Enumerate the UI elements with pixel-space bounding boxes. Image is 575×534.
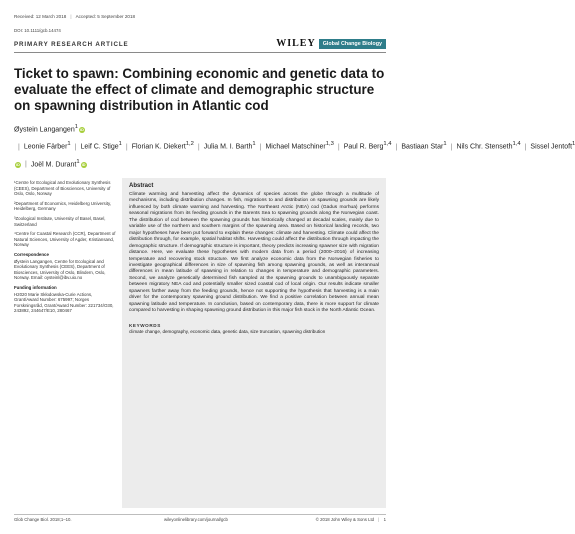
author-name[interactable]: Øystein Langangen	[14, 126, 75, 134]
footer-copyright: © 2018 John Wiley & Sons Ltd	[315, 517, 375, 522]
affiliation-item: ⁴Centre for Coastal Research (CCR), Department of Natural Sciences, University of Agder, Kristiansand, Norway	[14, 231, 116, 248]
author-name[interactable]: Bastiaan Star	[401, 143, 444, 151]
article-type: PRIMARY RESEARCH ARTICLE	[14, 41, 129, 48]
author-affiliation-marker: 1,3	[325, 141, 334, 148]
author-affiliation-marker: 1	[118, 141, 122, 148]
author-affiliation-marker: 1	[67, 141, 71, 148]
affiliations-column	[14, 180, 118, 318]
correspondence-heading: Correspondence	[14, 251, 49, 257]
author-name[interactable]: Leif C. Stige	[80, 143, 119, 151]
correspondence-text: Øystein Langangen, Centre for Ecological and Evolutionary Synthesis (CEES), Department of Biosciences, University of Oslo, Blindern, Oslo, Norway. Email: oysteinl@ibv.uio.no	[14, 258, 106, 281]
author-separator: |	[259, 143, 262, 151]
accepted-date: Accepted: 5 September 2018	[75, 14, 136, 19]
funding-block	[14, 285, 118, 314]
article-title: Ticket to spawn: Combining economic and genetic data to evaluate the effect of climate and demographic structure on spawning distribution in Atlantic cod	[14, 66, 385, 113]
publisher-block	[276, 38, 386, 49]
publisher-logo: WILEY	[276, 38, 316, 49]
author-separator: |	[395, 143, 398, 151]
affiliation-item: ¹Centre for Ecological and Evolutionary Synthesis (CEES), Department of Biosciences, University of Oslo, Oslo, Norway	[14, 180, 111, 197]
author-affiliation-marker: 1,4	[383, 141, 392, 148]
footer-rule	[14, 514, 386, 515]
author-separator: |	[524, 143, 527, 151]
author-name[interactable]: Paul R. Berg	[343, 143, 384, 151]
header-rule	[14, 52, 386, 53]
author-name[interactable]: Nils Chr. Stenseth	[456, 143, 513, 151]
author-affiliation-marker: 1	[443, 141, 447, 148]
footer-separator: |	[378, 517, 380, 522]
author-name[interactable]: Julia M. I. Barth	[203, 143, 253, 151]
footer-url[interactable]: wileyonlinelibrary.com/journal/gcb	[164, 517, 228, 522]
keywords-text: climate change, demography, economic data, genetic data, size truncation, spawning distribution	[129, 328, 326, 334]
orcid-icon[interactable]: iD	[81, 162, 86, 167]
author-affiliation-marker: 1,4	[512, 141, 521, 148]
author-affiliation-marker: 1	[252, 141, 256, 148]
footer-right	[316, 517, 386, 522]
author-separator: |	[450, 143, 453, 151]
page-number: 1	[383, 517, 386, 522]
orcid-icon[interactable]: iD	[80, 128, 84, 133]
funding-text: H2020 Marie Skłodowska-Curie Actions, Grant/Award Number: 675997; Norges Forskningsråd, Grant/Award Number: 221734/O30, 243892, 244647/E10, 280467	[14, 291, 114, 314]
affiliation-item: ³Zoological Institute, University of Basel, Basel, Switzerland	[14, 215, 106, 227]
received-date: Received: 12 March 2018	[14, 14, 67, 19]
journal-badge: Global Change Biology	[319, 39, 386, 49]
abstract-box	[122, 178, 386, 508]
article-dates	[14, 14, 135, 19]
author-name[interactable]: Sissel Jentoft	[530, 143, 573, 151]
author-list	[14, 120, 575, 172]
author-name[interactable]: Michael Matschiner	[265, 143, 326, 151]
funding-heading: Funding information	[14, 284, 57, 290]
author-separator: |	[74, 143, 77, 151]
author-affiliation-marker: 1,2	[185, 141, 194, 148]
doi[interactable]: DOI: 10.1111/gcb.14474	[14, 28, 61, 33]
abstract-heading: Abstract	[129, 183, 154, 189]
author-separator: |	[25, 160, 27, 168]
footer-citation: Glob Change Biol. 2018;1–10.	[14, 517, 72, 522]
author-separator: |	[197, 143, 200, 151]
author-name[interactable]: Leonie Färber	[23, 143, 68, 151]
author-separator: |	[18, 143, 20, 151]
author-name[interactable]: Florian K. Diekert	[131, 143, 186, 151]
author-affiliation-marker: 1	[572, 141, 575, 148]
affiliation-item: ²Department of Economics, Heidelberg University, Heidelberg, Germany	[14, 200, 112, 212]
correspondence-block	[14, 252, 118, 281]
affiliation-list	[14, 180, 118, 248]
keywords-heading: KEYWORDS	[129, 322, 161, 328]
date-separator: |	[70, 14, 72, 19]
author-name[interactable]: Joël M. Durant	[30, 160, 77, 168]
abstract-text: Climate warming and harvesting affect the dynamics of species across the globe through a multitude of mechanisms, including distribution changes. In fish, migrations to and distribution on spawning grounds are likely influenced by both climate warming and harvesting. The Northeast Arctic (NEA) cod (Gadus morhua) performs seasonal migrations from its feeding grounds in the Barents Sea to spawning grounds along the Norwegian coast. The distribution of cod between the spawning grounds has historically changed at decadal scales, mainly due to variable use of the northern and southern margins of the spawning area. Based on historical landing records, two major hypotheses have been put forward to explain these changes: climate and harvesting. Climate could affect the distribution through, for example, spatial habitat shifts. Harvesting could affect the distribution through impacting the demographic structure. If demographic structure is important, theory predicts increasing spawner size with migration distance. Here, we evaluate these hypotheses with modern data from a period (2000–2016) of increasing temperature and recovering stock structure. We first analyze economic data from the Norwegian fisheries to investigate geographical differences in size of spawning fish among spawning grounds, as well as interannual differences in mean latitude of spawning in relation to changes in temperature and demographic parameters. Second, we analyze genetically determined fish sampled at the spawning grounds to unambiguously separate between migratory NEA cod and potentially smaller sized coastal cod of local origin. Our results indicate smaller spawners farther away from the feeding grounds, hence not supporting the hypothesis that harvesting is a main driver for the contemporary spawning ground distribution. We find a positive correlation between annual mean spawning latitude and temperature. In conclusion, based on contemporary data, there is more support for climate compared to harvesting in shaping spawning ground distribution in this major fish stock in the North Atlantic Ocean.	[129, 192, 379, 314]
orcid-icon[interactable]: iD	[16, 162, 20, 167]
author-affiliation-marker: 1	[76, 158, 80, 165]
author-separator: |	[337, 143, 340, 151]
author-separator: |	[125, 143, 128, 151]
author-affiliation-marker: 1	[74, 124, 78, 130]
